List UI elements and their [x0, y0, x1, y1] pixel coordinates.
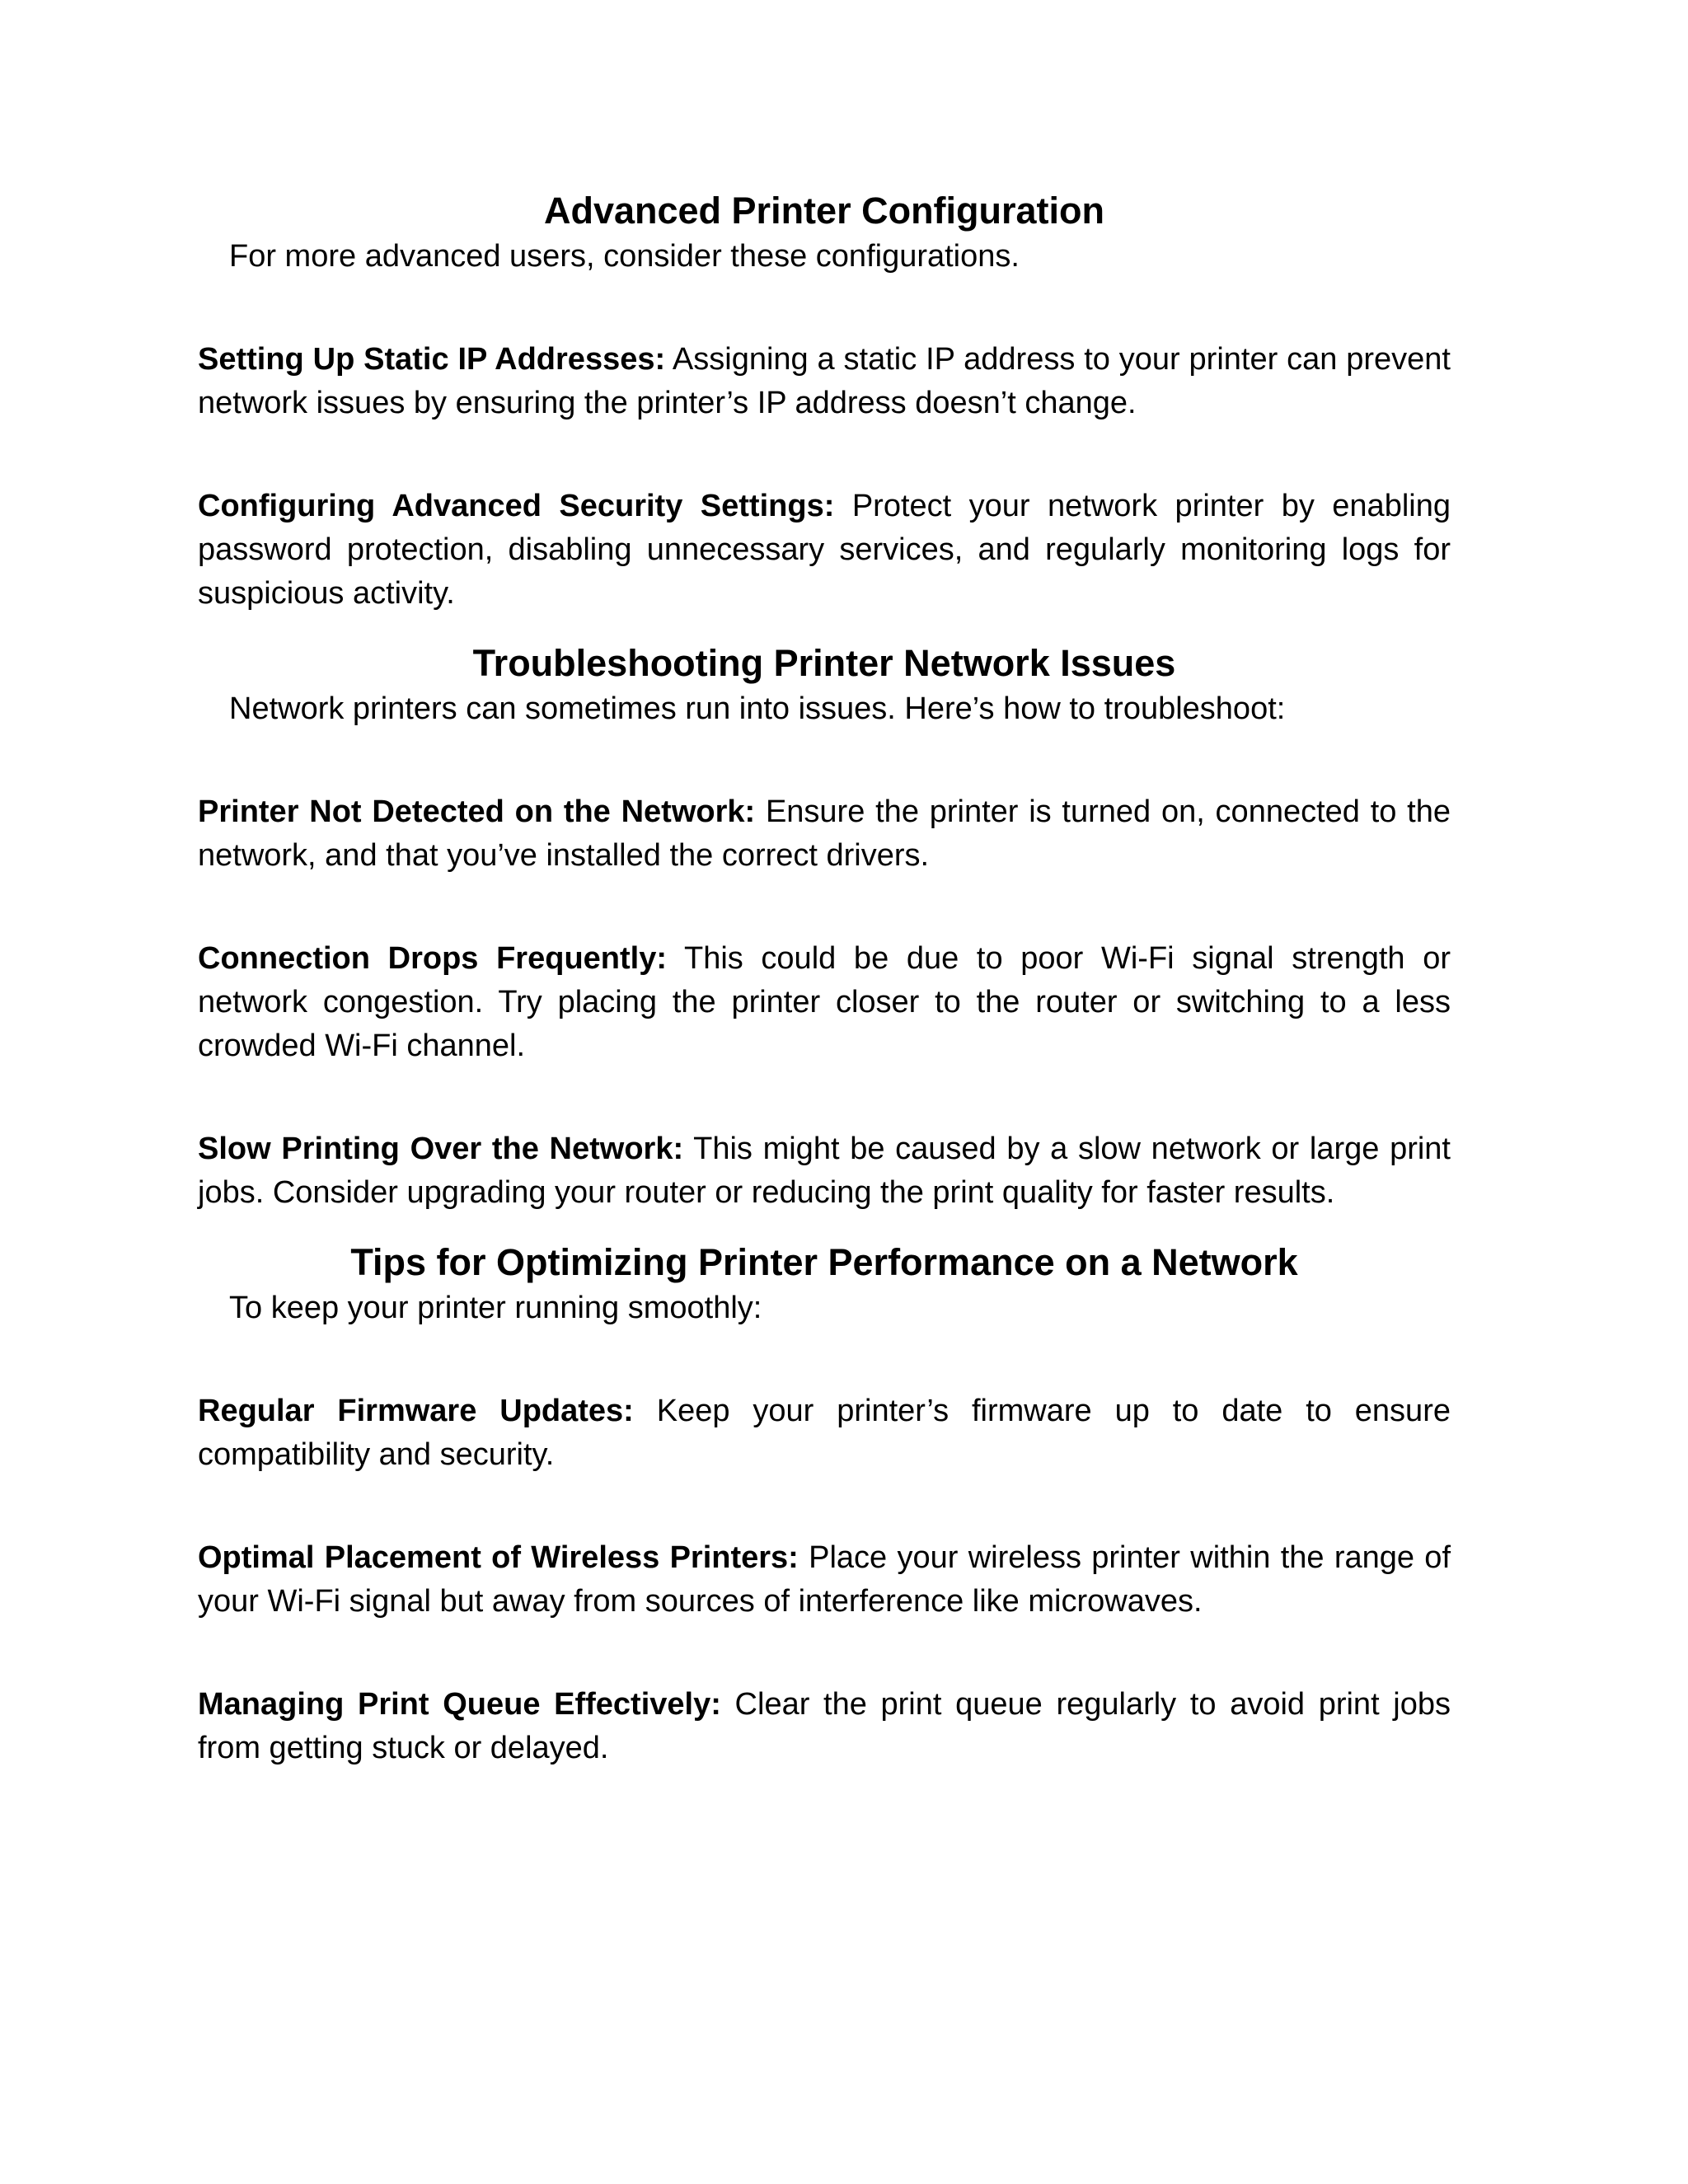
paragraph-label: Managing Print Queue Effectively: [198, 1687, 721, 1722]
paragraph-wireless-printer-placement [198, 1536, 1451, 1624]
paragraph-text: Ensure the printer is turned on, connected to the network, and that you’ve installed the correct drivers. [198, 794, 1451, 873]
paragraph-advanced-security-settings [198, 485, 1451, 616]
paragraph-label: Connection Drops Frequently: [198, 941, 667, 976]
section-heading: Advanced Printer Configuration [543, 190, 1105, 232]
paragraph-label: Configuring Advanced Security Settings: [198, 489, 835, 523]
section-intro: Network printers can sometimes run into issues. Here’s how to troubleshoot: [229, 691, 1286, 726]
section-intro: To keep your printer running smoothly: [229, 1291, 762, 1325]
paragraph-print-queue-management [198, 1683, 1451, 1770]
section-intro: For more advanced users, consider these configurations. [229, 239, 1020, 274]
paragraph-slow-printing [198, 1127, 1451, 1215]
paragraph-printer-not-detected [198, 790, 1451, 878]
paragraph-connection-drops [198, 937, 1451, 1068]
paragraph-label: Regular Firmware Updates: [198, 1394, 634, 1428]
paragraph-text: Clear the print queue regularly to avoid print jobs from getting stuck or delayed. [198, 1687, 1451, 1765]
paragraph-label: Printer Not Detected on the Network: [198, 794, 756, 829]
section-printer-performance-tips [198, 1240, 1451, 1770]
paragraph-label: Optimal Placement of Wireless Printers: [198, 1540, 799, 1575]
paragraph-firmware-updates [198, 1390, 1451, 1477]
paragraph-text: Place your wireless printer within the range of your Wi-Fi signal but away from sources of interference like microwaves. [198, 1540, 1451, 1619]
section-advanced-printer-configuration [198, 188, 1451, 616]
paragraph-text: Keep your printer’s firmware up to date to ensure compatibility and security. [198, 1394, 1451, 1472]
paragraph-text: Protect your network printer by enabling password protection, disabling unnecessary services, and regularly monitoring logs for suspicious activity. [198, 489, 1451, 611]
section-heading: Tips for Optimizing Printer Performance on a Network [350, 1241, 1298, 1283]
paragraph-static-ip-addresses [198, 338, 1451, 425]
paragraph-text: Assigning a static IP address to your printer can prevent network issues by ensuring the printer’s IP address doesn’t change. [198, 342, 1451, 420]
paragraph-label: Setting Up Static IP Addresses: [198, 342, 666, 377]
document-content [198, 188, 1451, 1770]
section-heading: Troubleshooting Printer Network Issues [472, 642, 1176, 684]
paragraph-text: This could be due to poor Wi-Fi signal strength or network congestion. Try placing the printer closer to the router or switching to a less crowded Wi-Fi channel. [198, 941, 1451, 1063]
section-troubleshooting-printer-network-issues [198, 640, 1451, 1215]
paragraph-label: Slow Printing Over the Network: [198, 1132, 684, 1166]
paragraph-text: This might be caused by a slow network or large print jobs. Consider upgrading your router or reducing the print quality for faster results. [198, 1132, 1451, 1210]
